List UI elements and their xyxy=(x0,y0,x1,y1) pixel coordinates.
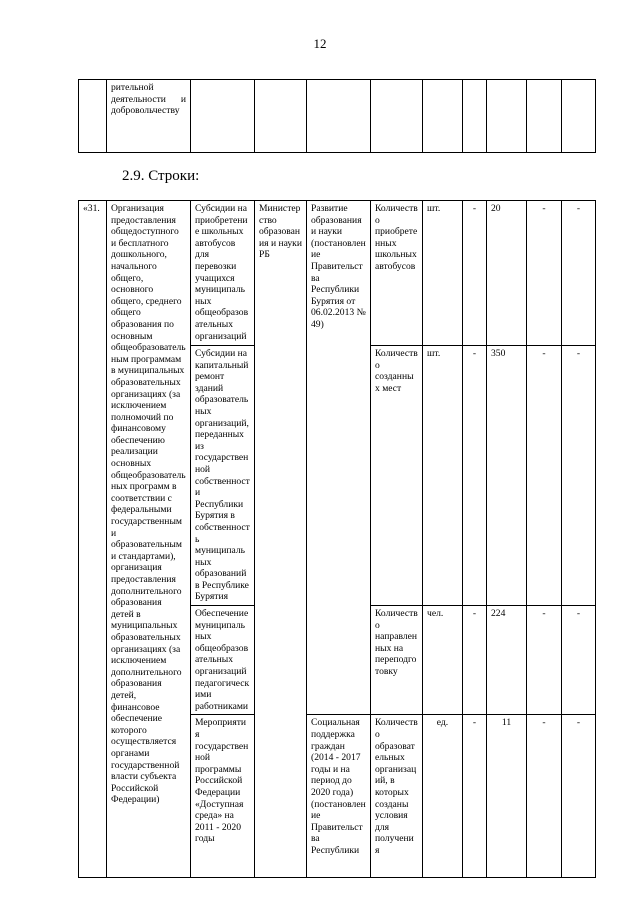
continuation-text: рительной деятельности и добровольчеству xyxy=(107,80,191,153)
function-name: Организация предоставления общедоступного и бесплатного дошкольного, начального общего, основного общего, среднего общего образования по основным общеобразовательным программам в муниципальных образовательных организациях (за исключением полномочий по финансовому обеспечению реализации основных общеобразовательных программ в соответствии с федеральными государственными образовательными стандартами), организация предоставления дополнительного образования детей в муниципальных образовательных организациях (за исключением дополнительного образования детей, финансовое обеспечение которого осуществляется органами государственной власти субъекта Российской Федерации) xyxy=(107,201,191,878)
value-cell: - xyxy=(562,346,596,606)
table-cell xyxy=(562,80,596,153)
value-cell: 350 xyxy=(487,346,527,606)
table-cell xyxy=(255,80,307,153)
table-cell xyxy=(487,80,527,153)
value-cell: - xyxy=(527,606,562,715)
ministry-cell: Министерство образования и науки РБ xyxy=(255,201,307,878)
unit-cell: шт. xyxy=(423,201,463,346)
indicator-cell: Количество приобретенных школьных автобусов xyxy=(371,201,423,346)
program-cell: Развитие образования и науки (постановление Правительства Республики Бурятия от 06.02.2013 № 49) xyxy=(307,201,371,715)
indicator-cell: Количество образовательных организаций, в которых созданы условия для получения xyxy=(371,715,423,878)
subsidy-cell: Мероприятия государственной программы Российской Федерации «Доступная среда» на 2011 - 2020 годы xyxy=(191,715,255,878)
unit-cell: шт. xyxy=(423,346,463,606)
continuation-row xyxy=(79,80,596,153)
table-cell xyxy=(463,80,487,153)
value-cell: - xyxy=(463,715,487,878)
table-cell xyxy=(79,80,107,153)
value-cell: 20 xyxy=(487,201,527,346)
unit-cell: ед. xyxy=(423,715,463,878)
table-row xyxy=(79,201,596,346)
value-cell: - xyxy=(463,201,487,346)
section-heading: 2.9. Строки: xyxy=(122,168,200,184)
page-number: 12 xyxy=(313,36,327,51)
table-cell xyxy=(527,80,562,153)
value-cell: - xyxy=(527,346,562,606)
table-cell xyxy=(307,80,371,153)
subsidy-cell: Обеспечение муниципальных общеобразовательных организаций педагогическими работниками xyxy=(191,606,255,715)
indicator-cell: Количество созданных мест xyxy=(371,346,423,606)
continuation-table xyxy=(78,79,596,153)
indicators-table xyxy=(78,200,596,878)
value-cell: - xyxy=(463,346,487,606)
table-cell xyxy=(371,80,423,153)
subsidy-cell: Субсидии на капитальный ремонт зданий образовательных организаций, переданных из государственной собственности Республики Бурятия в собственность муниципальных образований в Республике Бурятия xyxy=(191,346,255,606)
value-cell: 224 xyxy=(487,606,527,715)
program-cell: Социальная поддержка граждан (2014 - 2017 годы и на период до 2020 года) (постановление Правительства Республики xyxy=(307,715,371,878)
value-cell: - xyxy=(562,606,596,715)
value-cell: - xyxy=(527,715,562,878)
value-cell: 11 xyxy=(487,715,527,878)
value-cell: - xyxy=(527,201,562,346)
value-cell: - xyxy=(562,715,596,878)
value-cell: - xyxy=(562,201,596,346)
value-cell: - xyxy=(463,606,487,715)
indicator-cell: Количество направленных на переподготовку xyxy=(371,606,423,715)
unit-cell: чел. xyxy=(423,606,463,715)
subsidy-cell: Субсидии на приобретение школьных автобусов для перевозки учащихся муниципальных общеобразовательных организаций xyxy=(191,201,255,346)
row-number: «31. xyxy=(79,201,107,878)
table-cell xyxy=(423,80,463,153)
table-cell xyxy=(191,80,255,153)
